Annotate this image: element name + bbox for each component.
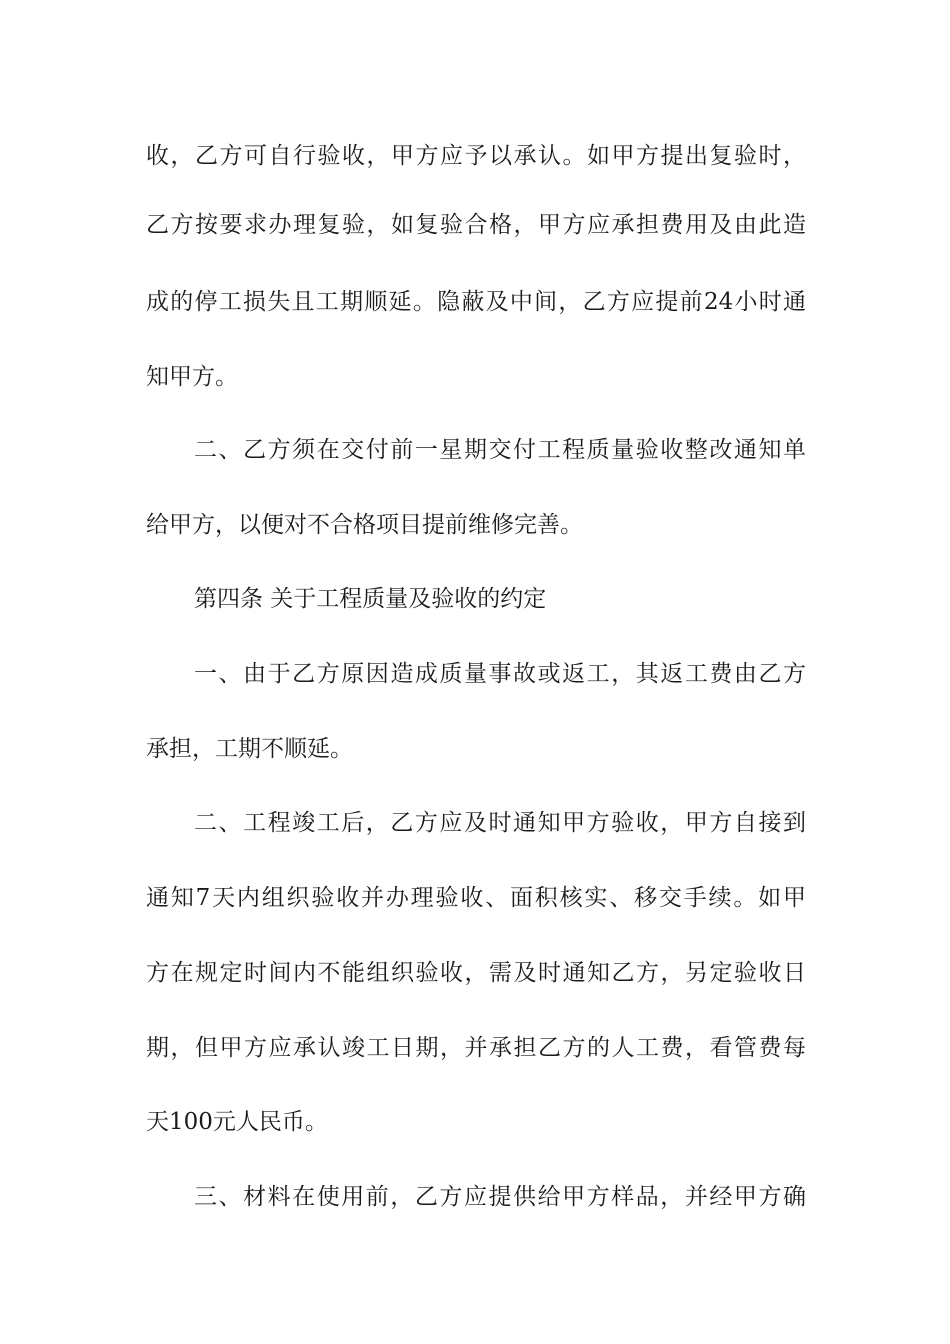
text-line-5: 二、乙方须在交付前一星期交付工程质量验收整改通知单 <box>194 437 806 463</box>
text-line-4: 知甲方。 <box>146 364 238 390</box>
text-line-9: 承担，工期不顺延。 <box>146 736 353 762</box>
section-heading: 第四条 关于工程质量及验收的约定 <box>194 586 547 612</box>
text-line-8: 一、由于乙方原因造成质量事故或返工，其返工费由乙方 <box>194 661 806 687</box>
text-line-2: 乙方按要求办理复验，如复验合格，甲方应承担费用及由此造 <box>146 212 806 238</box>
text-line-15: 三、材料在使用前，乙方应提供给甲方样品，并经甲方确 <box>194 1184 806 1210</box>
text-line-14: 天100元人民币。 <box>146 1109 328 1135</box>
text-line-11: 通知7天内组织验收并办理验收、面积核实、移交手续。如甲 <box>146 885 806 911</box>
text-line-12: 方在规定时间内不能组织验收，需及时通知乙方，另定验收日 <box>146 960 806 986</box>
text-line-6: 给甲方，以便对不合格项目提前维修完善。 <box>146 512 583 538</box>
text-line-10: 二、工程竣工后，乙方应及时通知甲方验收，甲方自接到 <box>194 810 806 836</box>
text-line-3: 成的停工损失且工期顺延。隐蔽及中间，乙方应提前24小时通 <box>146 289 806 315</box>
text-line-1: 收，乙方可自行验收，甲方应予以承认。如甲方提出复验时， <box>146 143 806 169</box>
text-line-13: 期，但甲方应承认竣工日期，并承担乙方的人工费，看管费每 <box>146 1035 806 1061</box>
